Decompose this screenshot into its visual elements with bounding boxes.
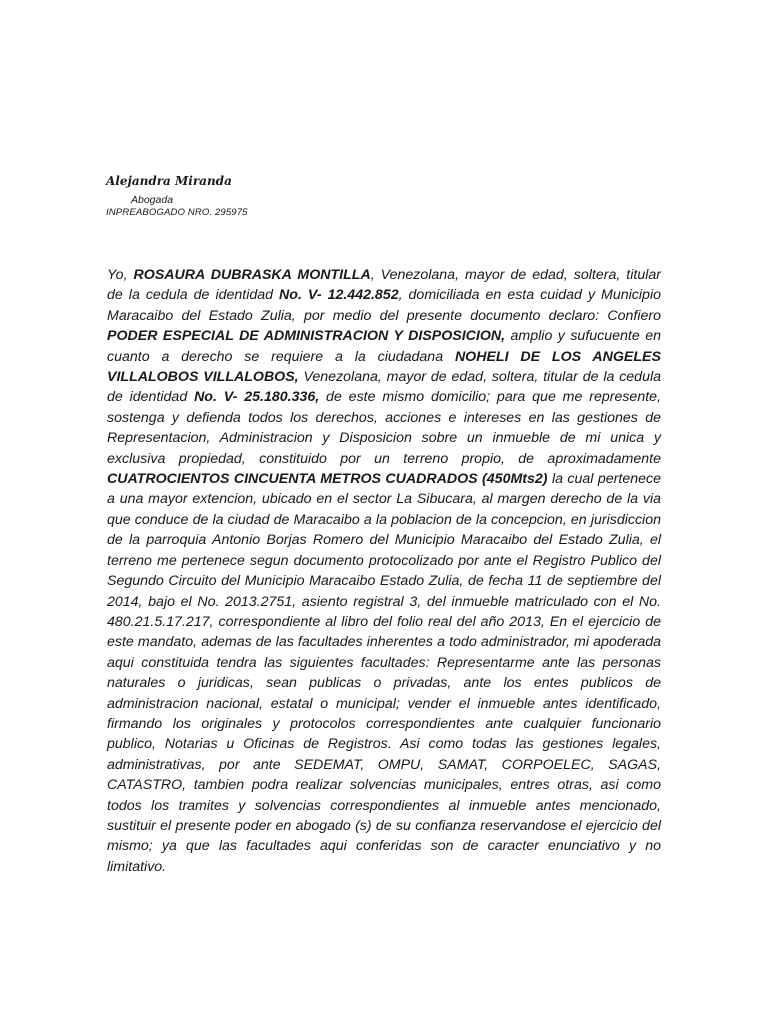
lawyer-name: Alejandra Miranda (106, 174, 232, 188)
paragraph-text: de este mismo domicilio; para que me represente, sostenga y defienda todos los derechos, acciones e intereses en las gestiones de Representacion, Administracion y Disposicion sobre un inmueble de mi unica y exclusiva propiedad, constituido por un terreno propio, de aproximadamente (107, 389, 661, 467)
paragraph-text: , Venezolana, mayor de edad, soltera, titular de la cedula de identidad (107, 267, 661, 304)
lawyer-registration: INPREABOGADO NRO. 295975 (106, 207, 248, 218)
lawyer-title: Abogada (131, 194, 174, 206)
paragraph-text: la cual pertenece a una mayor extencion, ubicado en el sector La Sibucara, al margen derecho de la via que conduce de la ciudad de Maracaibo a la poblacion de la concepcion, en jurisdiccion de la parroquia Antonio Borjas Romero del Municipio Maracaibo del Estado Zulia, el terreno me pertenece segun documento protocolizado por ante el Registro Publico del Segundo Circuito del Municipio Maracaibo Estado Zulia, de fecha 11 de septiembre del 2014, bajo el No. 2013.2751, asiento registral 3, del inmueble matriculado con el No. 480.21.5.17.217, correspondiente al libro del folio real del año 2013, En el ejercicio de este mandato, ademas de las facultades inherentes a todo administrador, mi apoderada aqui constituida tendra las siguientes facultades: Representarme ante las personas naturales o juridicas, sean publicas o privadas, ante los entes publicos de administracion nacional, estatal o municipal; vender el inmueble antes identificado, firmando los originales y protocolos correspondientes ante cualquier funcionario publico, Notarias u Oficinas de Registros. Asi como todas las gestiones legales, administrativas, por ante SEDEMAT, OMPU, SAMAT, CORPOELEC, SAGAS, CATASTRO, tambien podra realizar solvencias municipales, entres otras, asi como todos los tramites y solvencias correspondientes al inmueble antes mencionado, sustituir el presente poder en abogado (s) de su confianza reservandose el ejercicio del mismo; ya que las facultades aqui conferidas son de caracter enunciativo y no limitativo. (107, 471, 661, 875)
emphasized-text: ROSAURA DUBRASKA MONTILLA (133, 267, 371, 283)
emphasized-text: No. V- 12.442.852 (279, 287, 399, 304)
paragraph-text: amplio y sufucuente en cuanto a derecho se requiere a la ciudadana (107, 328, 661, 365)
emphasized-text: PODER ESPECIAL DE ADMINISTRACION Y DISPOSICION, (107, 328, 506, 345)
emphasized-text: CUATROCIENTOS CINCUENTA METROS CUADRADOS (450Mts2) (107, 471, 548, 488)
letterhead (106, 173, 248, 219)
paragraph-text: Yo, (107, 267, 134, 283)
emphasized-text: NOHELI DE LOS ANGELES VILLALOBOS VILLALOBOS, (107, 348, 661, 386)
power-of-attorney-paragraph (107, 265, 661, 877)
emphasized-text: No. V- 25.180.336, (194, 389, 320, 406)
paragraph-text: Venezolana, mayor de edad, soltera, titular de la cedula de identidad (107, 369, 661, 406)
paragraph-text: , domiciliada en esta cuidad y Municipio Maracaibo del Estado Zulia, por medio del presente documento declaro: Confiero (107, 287, 661, 324)
